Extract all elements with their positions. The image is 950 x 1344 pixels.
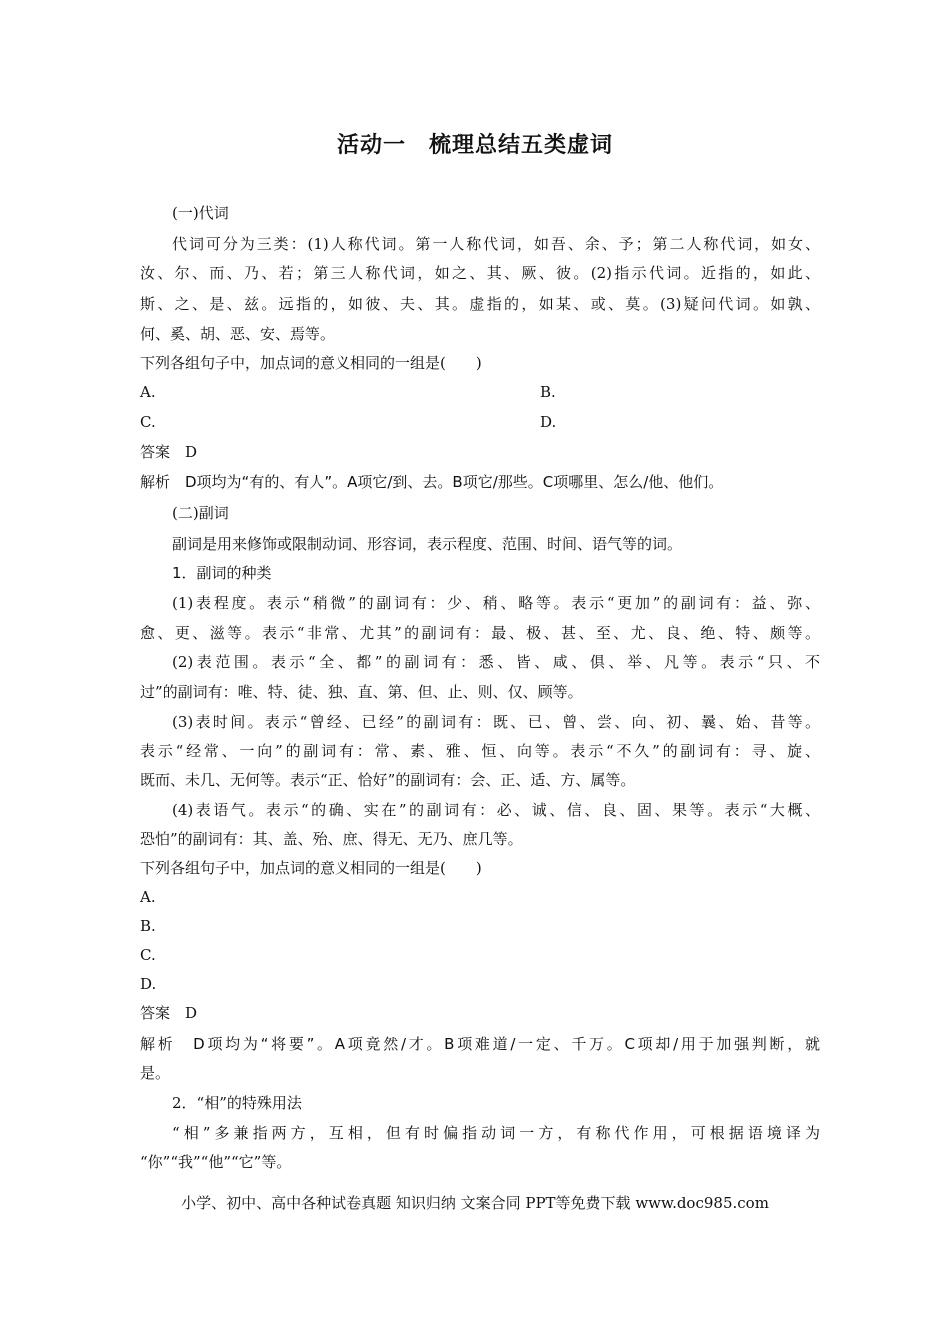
paragraph-line: 既而、未几、无何等。表示“正、恰好”的副词有：会、正、适、方、属等。 — [140, 771, 636, 789]
subheading: 1．副词的种类 — [172, 564, 272, 582]
paragraph-line: (3)表时间。表示“曾经、已经”的副词有：既、已、曾、尝、向、初、曩、始、昔等。 — [172, 713, 820, 731]
paragraph-line: 恐怕”的副词有：其、盖、殆、庶、得无、无乃、庶几等。 — [140, 830, 523, 848]
option-b: B. — [140, 917, 156, 935]
paragraph-line: 汝、尔、而、乃、若；第三人称代词，如之、其、厥、彼。(2)指示代词。近指的，如此、 — [140, 264, 820, 282]
option-row — [140, 382, 820, 402]
paragraph-line: 副词是用来修饰或限制动词、形容词，表示程度、范围、时间、语气等的词。 — [172, 535, 683, 553]
question-stem: 下列各组句子中，加点词的意义相同的一组是( ) — [140, 354, 482, 372]
option-a: A. — [140, 888, 156, 906]
option-d: D. — [140, 975, 157, 993]
paragraph-line: 过”的副词有：唯、特、徒、独、直、第、但、止、则、仅、顾等。 — [140, 683, 583, 701]
section-heading-adverb: (二)副词 — [172, 504, 229, 522]
paragraph-line: (4)表语气。表示“的确、实在”的副词有：必、诚、信、良、固、果等。表示“大概、 — [172, 801, 820, 819]
paragraph-line: (1)表程度。表示“稍微”的副词有：少、稍、略等。表示“更加”的副词有：益、弥、 — [172, 594, 820, 612]
paragraph-line: 何、奚、胡、恶、安、焉等。 — [140, 325, 336, 343]
paragraph-line: 代词可分为三类：(1)人称代词。第一人称代词，如吾、余、予；第二人称代词，如女、 — [172, 235, 820, 253]
paragraph-line: 愈、更、滋等。表示“非常、尤其”的副词有：最、极、甚、至、尤、良、绝、特、颇等。 — [140, 624, 820, 642]
paragraph-line: “你”“我”“他”“它”等。 — [140, 1153, 292, 1171]
explanation-line: 是。 — [140, 1064, 171, 1082]
option-c: C. — [140, 413, 156, 431]
page-footer: 小学、初中、高中各种试卷真题 知识归纳 文案合同 PPT等免费下载 www.doc985.com — [181, 1194, 769, 1212]
paragraph-line: (2)表范围。表示“全、都”的副词有：悉、皆、咸、俱、举、凡等。表示“只、不 — [172, 653, 820, 671]
page-title: 活动一 梳理总结五类虚词 — [336, 133, 613, 158]
subheading: 2．“相”的特殊用法 — [172, 1094, 302, 1112]
answer-line: 答案 D — [140, 443, 198, 461]
explanation-line: 解析 D项均为“有的、有人”。A项它/到、去。B项它/那些。C项哪里、怎么/他、他们。 — [140, 473, 724, 491]
option-a: A. — [140, 383, 156, 401]
paragraph-line: 斯、之、是、兹。远指的，如彼、夫、其。虚指的，如某、或、莫。(3)疑问代词。如孰、 — [140, 295, 820, 313]
option-d: D. — [540, 413, 557, 431]
paragraph-line: “相”多兼指两方，互相，但有时偏指动词一方，有称代作用，可根据语境译为 — [172, 1124, 820, 1142]
paragraph-line: 表示“经常、一向”的副词有：常、素、雅、恒、向等。表示“不久”的副词有：寻、旋、 — [140, 742, 820, 760]
explanation-line: 解析 D项均为“将要”。A项竟然/才。B项难道/一定、千万。C项却/用于加强判断，就 — [140, 1035, 820, 1053]
section-heading-pronoun: (一)代词 — [172, 204, 229, 222]
option-row — [140, 412, 820, 432]
option-c: C. — [140, 946, 156, 964]
answer-line: 答案 D — [140, 1004, 198, 1022]
option-b: B. — [540, 383, 556, 401]
question-stem: 下列各组句子中，加点词的意义相同的一组是( ) — [140, 859, 482, 877]
